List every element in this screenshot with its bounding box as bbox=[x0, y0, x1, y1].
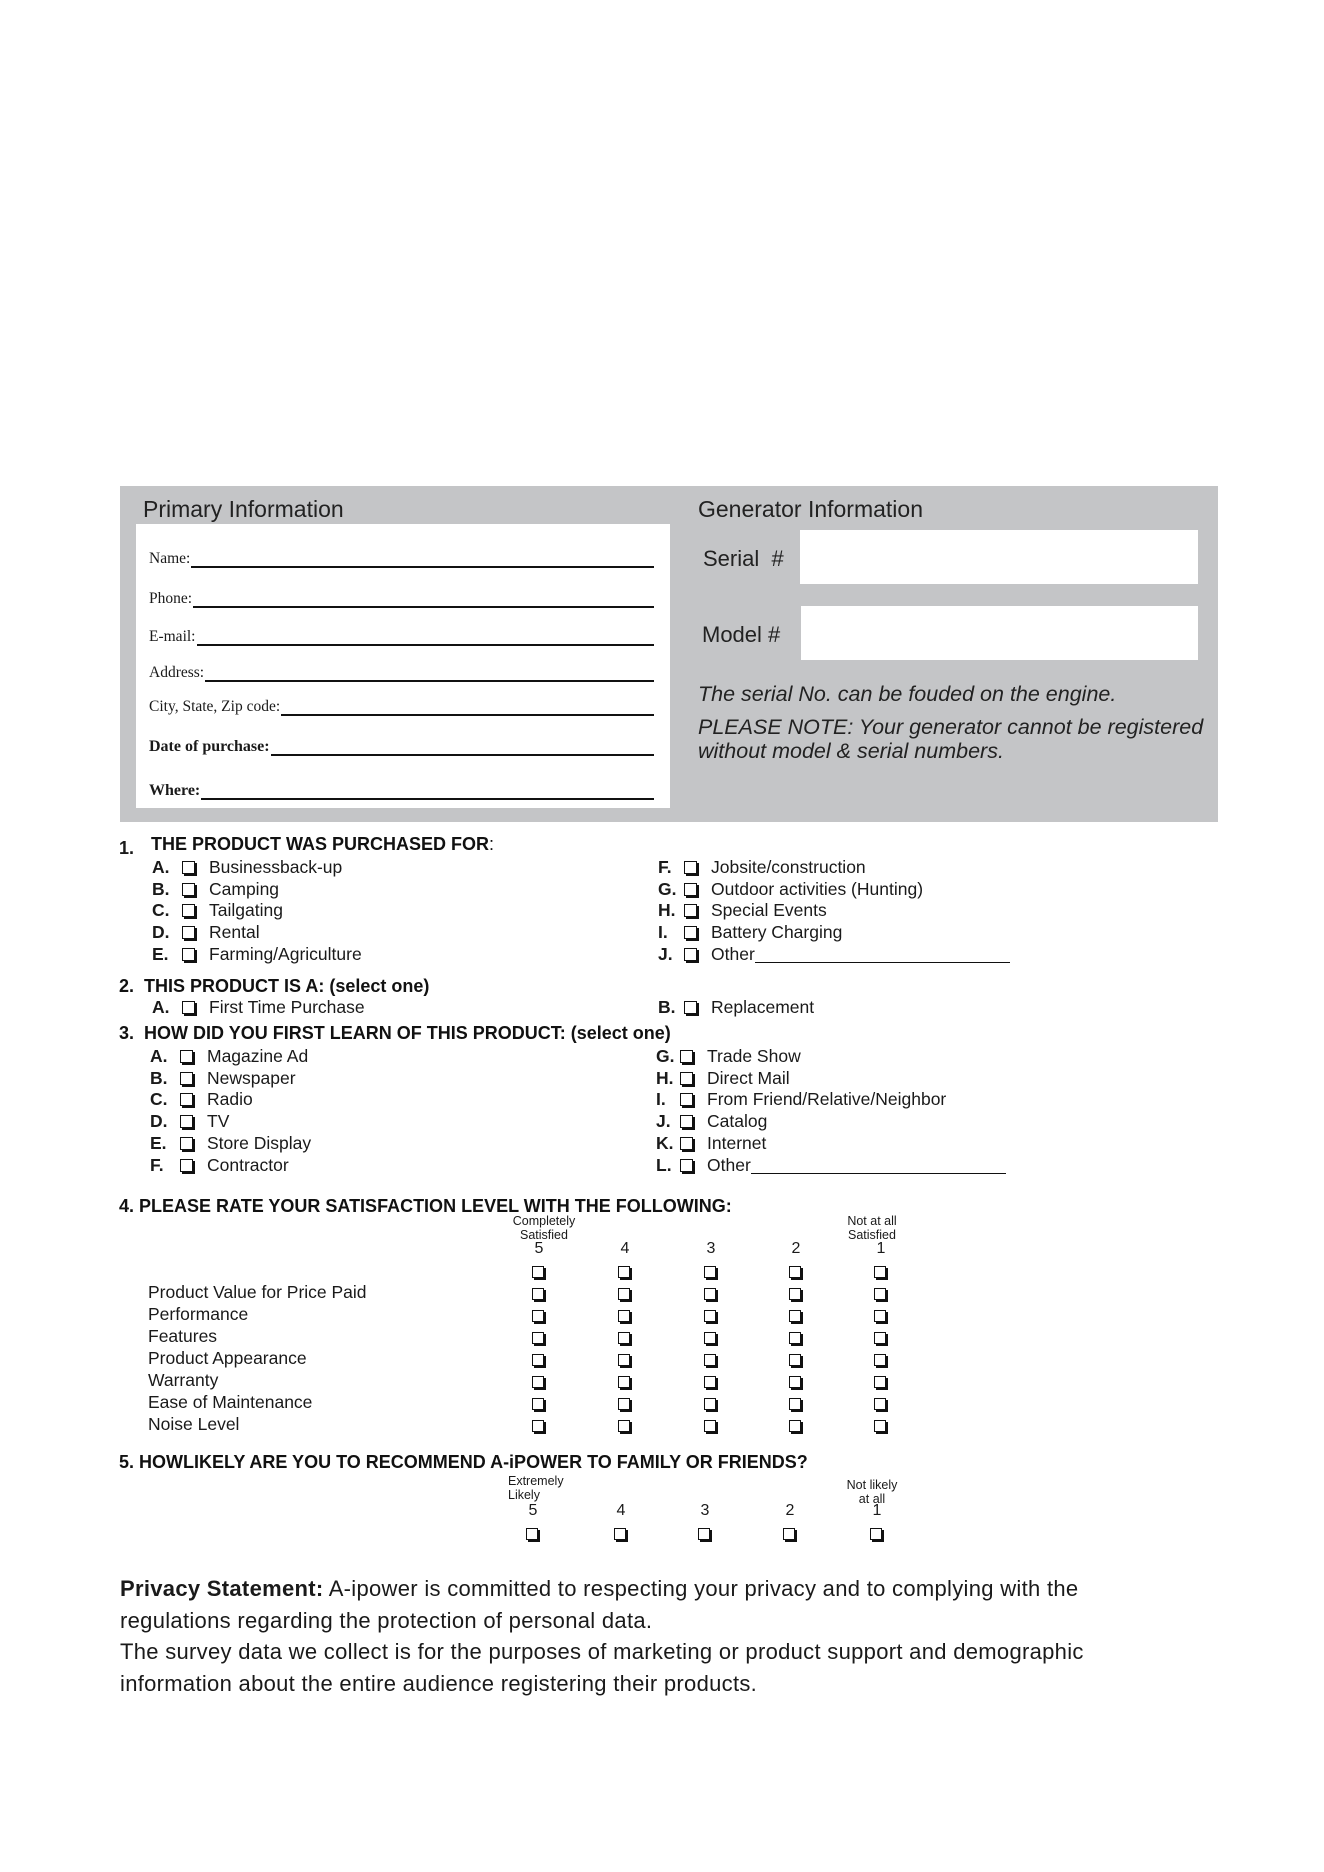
privacy-statement bbox=[120, 1573, 1230, 1699]
q3-option-f[interactable] bbox=[150, 1155, 289, 1176]
q2-number: 2. bbox=[119, 976, 135, 996]
serial-input[interactable] bbox=[800, 530, 1198, 584]
q3-option-d[interactable] bbox=[150, 1111, 229, 1132]
q4-row-label: Features bbox=[148, 1326, 218, 1346]
q5-scale-number: 5 bbox=[528, 1502, 538, 1519]
q4-header-checkbox[interactable] bbox=[789, 1266, 801, 1278]
phone-field[interactable] bbox=[149, 590, 654, 608]
q1-option-label: Farming/Agriculture bbox=[209, 944, 362, 964]
q5-high-label bbox=[508, 1474, 588, 1502]
q3-title-text: HOW DID YOU FIRST LEARN OF THIS PRODUCT bbox=[144, 1023, 560, 1043]
q3-option-label: TV bbox=[207, 1111, 230, 1131]
q1-option-label: Rental bbox=[209, 922, 260, 942]
q4-rating-checkbox[interactable] bbox=[789, 1376, 801, 1388]
q4-high-label bbox=[502, 1214, 586, 1242]
city-state-zip-label: City, State, Zip code: bbox=[149, 698, 281, 715]
q1-option-letter: J. bbox=[658, 944, 673, 964]
q3-option-e[interactable] bbox=[150, 1133, 311, 1154]
q3-other-input[interactable] bbox=[751, 1157, 1006, 1174]
checkbox[interactable] bbox=[680, 1050, 693, 1063]
q4-rating-checkbox[interactable] bbox=[532, 1354, 544, 1366]
q4-header-checkbox[interactable] bbox=[532, 1266, 544, 1278]
q4-number: 4. bbox=[119, 1196, 135, 1216]
q3-option-label: Internet bbox=[707, 1133, 767, 1153]
checkbox[interactable] bbox=[180, 1050, 193, 1063]
q1-option-e[interactable] bbox=[152, 944, 362, 965]
q1-option-d[interactable] bbox=[152, 922, 260, 943]
q4-rating-checkbox[interactable] bbox=[704, 1288, 716, 1300]
q2-option-b[interactable] bbox=[658, 997, 814, 1018]
q1-option-letter: E. bbox=[152, 944, 169, 964]
q4-rating-checkbox[interactable] bbox=[532, 1420, 544, 1432]
q3-option-a[interactable] bbox=[150, 1046, 308, 1067]
q4-rating-checkbox[interactable] bbox=[874, 1354, 886, 1366]
q1-option-label: Camping bbox=[209, 879, 280, 899]
q4-low-label-line1: Not at all bbox=[847, 1214, 897, 1228]
q5-number: 5. bbox=[119, 1452, 135, 1472]
name-label: Name: bbox=[149, 550, 191, 567]
q3-option-label: Radio bbox=[207, 1089, 253, 1109]
date-of-purchase-label: Date of purchase: bbox=[149, 738, 270, 755]
city-state-zip-line[interactable] bbox=[281, 700, 654, 716]
email-field[interactable] bbox=[149, 628, 654, 646]
q1-option-b[interactable] bbox=[152, 879, 279, 900]
q3-option-letter: F. bbox=[150, 1155, 164, 1175]
q4-rating-checkbox[interactable] bbox=[704, 1420, 716, 1432]
q3-option-h[interactable] bbox=[656, 1068, 790, 1089]
q5-low-label-line1: Not likely bbox=[846, 1478, 898, 1492]
q3-number: 3. bbox=[119, 1023, 135, 1043]
q3-option-label: Contractor bbox=[207, 1155, 289, 1175]
city-state-zip-field[interactable] bbox=[149, 698, 654, 716]
q1-other-input[interactable] bbox=[755, 946, 1010, 963]
q3-option-label: Newspaper bbox=[207, 1068, 296, 1088]
q1-option-c[interactable] bbox=[152, 900, 283, 921]
q2-option-label: Replacement bbox=[711, 997, 815, 1017]
q2-title bbox=[119, 976, 429, 997]
q4-rating-checkbox[interactable] bbox=[789, 1420, 801, 1432]
q1-option-label: Jobsite/construction bbox=[711, 857, 866, 877]
q3-option-letter: D. bbox=[150, 1111, 168, 1131]
q3-option-letter: B. bbox=[150, 1068, 168, 1088]
q4-rating-checkbox[interactable] bbox=[789, 1310, 801, 1322]
q1-title-text: THE PRODUCT WAS PURCHASED FOR bbox=[151, 834, 490, 854]
privacy-line3: The survey data we collect is for the purposes of marketing or product support and demographic bbox=[120, 1639, 1084, 1664]
q5-rating-checkbox[interactable] bbox=[614, 1528, 626, 1540]
q4-title bbox=[119, 1196, 732, 1217]
q4-rating-checkbox[interactable] bbox=[789, 1332, 801, 1344]
q4-rating-checkbox[interactable] bbox=[874, 1310, 886, 1322]
q2-title-suffix: : (select one) bbox=[318, 976, 430, 996]
checkbox[interactable] bbox=[180, 1137, 193, 1150]
q1-option-label: Tailgating bbox=[209, 900, 283, 920]
checkbox[interactable] bbox=[684, 926, 697, 939]
checkbox[interactable] bbox=[680, 1093, 693, 1106]
q4-scale-number: 2 bbox=[791, 1240, 801, 1257]
privacy-line1: A-ipower is committed to respecting your privacy and to complying with the bbox=[323, 1576, 1079, 1601]
primary-information-panel bbox=[136, 524, 670, 808]
q5-rating-checkbox[interactable] bbox=[870, 1528, 882, 1540]
q5-scale-number: 4 bbox=[616, 1502, 626, 1519]
q3-option-label: Magazine Ad bbox=[207, 1046, 309, 1066]
q1-option-a[interactable] bbox=[152, 857, 342, 878]
checkbox[interactable] bbox=[680, 1137, 693, 1150]
q3-option-letter: E. bbox=[150, 1133, 167, 1153]
registration-note bbox=[698, 715, 1203, 740]
please-note-label: PLEASE NOTE bbox=[698, 715, 848, 739]
q1-option-letter: B. bbox=[152, 879, 170, 899]
q5-scale-number: 2 bbox=[785, 1502, 795, 1519]
serial-location-note: The serial No. can be fouded on the engine. bbox=[698, 682, 1117, 706]
address-line[interactable] bbox=[205, 666, 654, 682]
q4-scale-number: 5 bbox=[534, 1240, 544, 1257]
checkbox[interactable] bbox=[180, 1093, 193, 1106]
q4-rating-checkbox[interactable] bbox=[789, 1288, 801, 1300]
q3-option-i[interactable] bbox=[656, 1089, 946, 1110]
q3-option-label: Direct Mail bbox=[707, 1068, 790, 1088]
q4-rating-checkbox[interactable] bbox=[874, 1332, 886, 1344]
q5-rating-checkbox[interactable] bbox=[698, 1528, 710, 1540]
date-of-purchase-line[interactable] bbox=[271, 740, 654, 756]
checkbox[interactable] bbox=[182, 861, 195, 874]
q3-option-k[interactable] bbox=[656, 1133, 766, 1154]
checkbox[interactable] bbox=[182, 883, 195, 896]
q5-low-label-line2: at all bbox=[858, 1492, 886, 1506]
name-line[interactable] bbox=[191, 552, 654, 568]
checkbox[interactable] bbox=[680, 1115, 693, 1128]
q3-option-letter: K. bbox=[656, 1133, 674, 1153]
q4-rating-checkbox[interactable] bbox=[532, 1376, 544, 1388]
checkbox[interactable] bbox=[684, 883, 697, 896]
q5-rating-checkbox[interactable] bbox=[783, 1528, 795, 1540]
q3-option-label: Other bbox=[707, 1155, 751, 1175]
q4-rating-checkbox[interactable] bbox=[618, 1420, 630, 1432]
q4-title-text: PLEASE RATE YOUR SATISFACTION LEVEL WITH THE FOLLOWING: bbox=[139, 1196, 732, 1216]
q3-title-suffix: : (select one) bbox=[559, 1023, 671, 1043]
q1-option-label: Special Events bbox=[711, 900, 827, 920]
checkbox[interactable] bbox=[182, 904, 195, 917]
q4-rating-checkbox[interactable] bbox=[874, 1288, 886, 1300]
q4-rating-checkbox[interactable] bbox=[618, 1332, 630, 1344]
q4-low-label bbox=[832, 1214, 912, 1242]
q1-option-letter: A. bbox=[152, 857, 170, 877]
q1-option-letter: H. bbox=[658, 900, 676, 920]
primary-information-title: Primary Information bbox=[143, 496, 344, 522]
q1-option-h[interactable] bbox=[658, 900, 827, 921]
q1-option-g[interactable] bbox=[658, 879, 923, 900]
q2-title-text: THIS PRODUCT IS A bbox=[144, 976, 319, 996]
q3-option-l[interactable] bbox=[656, 1155, 1006, 1176]
q1-option-label: Outdoor activities (Hunting) bbox=[711, 879, 924, 899]
q3-option-j[interactable] bbox=[656, 1111, 767, 1132]
checkbox[interactable] bbox=[180, 1072, 193, 1085]
q5-scale-number: 1 bbox=[872, 1502, 882, 1519]
q5-rating-checkbox[interactable] bbox=[526, 1528, 538, 1540]
q2-option-label: First Time Purchase bbox=[209, 997, 365, 1017]
q4-rating-checkbox[interactable] bbox=[532, 1332, 544, 1344]
q4-rating-checkbox[interactable] bbox=[532, 1398, 544, 1410]
q3-option-letter: I. bbox=[656, 1089, 666, 1109]
where-field[interactable] bbox=[149, 782, 654, 800]
q4-high-label-line1: Completely bbox=[512, 1214, 576, 1228]
model-input[interactable] bbox=[801, 606, 1198, 660]
q1-option-letter: F. bbox=[658, 857, 672, 877]
checkbox[interactable] bbox=[684, 1001, 697, 1014]
q5-scale-number: 3 bbox=[700, 1502, 710, 1519]
email-line[interactable] bbox=[197, 630, 655, 646]
privacy-line4: information about the entire audience registering their products. bbox=[120, 1670, 758, 1696]
q1-option-letter: I. bbox=[658, 922, 668, 942]
checkbox[interactable] bbox=[684, 861, 697, 874]
q1-option-letter: G. bbox=[658, 879, 677, 899]
q1-option-letter: D. bbox=[152, 922, 170, 942]
q4-high-label-line2: Satisfied bbox=[520, 1228, 568, 1242]
q3-option-letter: J. bbox=[656, 1111, 671, 1131]
q1-title-colon: : bbox=[489, 834, 495, 854]
q4-rating-checkbox[interactable] bbox=[618, 1354, 630, 1366]
q4-scale-number: 3 bbox=[706, 1240, 716, 1257]
q3-option-g[interactable] bbox=[656, 1046, 801, 1067]
q4-header-checkbox[interactable] bbox=[704, 1266, 716, 1278]
q1-title bbox=[151, 834, 494, 855]
q4-rating-checkbox[interactable] bbox=[789, 1398, 801, 1410]
q2-option-letter: A. bbox=[152, 997, 170, 1017]
q1-option-i[interactable] bbox=[658, 922, 842, 943]
q2-option-a[interactable] bbox=[152, 997, 365, 1018]
q4-row-label: Product Value for Price Paid bbox=[148, 1282, 367, 1302]
privacy-heading: Privacy Statement: bbox=[120, 1576, 324, 1601]
q3-title bbox=[119, 1023, 671, 1044]
q4-scale-number: 1 bbox=[876, 1240, 886, 1257]
q4-row-label: Ease of Maintenance bbox=[148, 1392, 313, 1412]
q4-rating-checkbox[interactable] bbox=[704, 1376, 716, 1388]
checkbox[interactable] bbox=[180, 1115, 193, 1128]
name-field[interactable] bbox=[149, 550, 654, 568]
where-line[interactable] bbox=[201, 784, 654, 800]
q1-option-f[interactable] bbox=[658, 857, 866, 878]
q3-option-letter: A. bbox=[150, 1046, 168, 1066]
q1-option-label: Other bbox=[711, 944, 755, 964]
q4-row-label: Performance bbox=[148, 1304, 249, 1324]
q4-rating-checkbox[interactable] bbox=[704, 1332, 716, 1344]
q1-option-label: Battery Charging bbox=[711, 922, 843, 942]
checkbox[interactable] bbox=[182, 948, 195, 961]
q5-high-label-line2: Likely bbox=[508, 1488, 540, 1502]
phone-line[interactable] bbox=[193, 592, 654, 608]
q1-number: 1. bbox=[119, 838, 135, 858]
q4-rating-checkbox[interactable] bbox=[532, 1288, 544, 1300]
q1-option-j[interactable] bbox=[658, 944, 1010, 965]
address-label: Address: bbox=[149, 664, 205, 681]
generator-information-title: Generator Information bbox=[698, 496, 924, 522]
q1-option-label: Businessback-up bbox=[209, 857, 343, 877]
q4-scale-number: 4 bbox=[620, 1240, 630, 1257]
q4-rating-checkbox[interactable] bbox=[618, 1376, 630, 1388]
registration-note-line2: without model & serial numbers. bbox=[698, 739, 1004, 763]
q3-option-label: Catalog bbox=[707, 1111, 768, 1131]
q4-rating-checkbox[interactable] bbox=[618, 1310, 630, 1322]
checkbox[interactable] bbox=[684, 948, 697, 961]
where-label: Where: bbox=[149, 782, 201, 799]
q3-option-letter: L. bbox=[656, 1155, 672, 1175]
q4-row-label: Warranty bbox=[148, 1370, 219, 1390]
q4-rating-checkbox[interactable] bbox=[704, 1398, 716, 1410]
date-of-purchase-field[interactable] bbox=[149, 738, 654, 756]
address-field[interactable] bbox=[149, 664, 654, 682]
checkbox[interactable] bbox=[680, 1072, 693, 1085]
q4-rating-checkbox[interactable] bbox=[532, 1310, 544, 1322]
serial-label: Serial # bbox=[703, 546, 784, 571]
q4-rating-checkbox[interactable] bbox=[874, 1398, 886, 1410]
q4-header-checkbox[interactable] bbox=[618, 1266, 630, 1278]
q4-rating-checkbox[interactable] bbox=[618, 1288, 630, 1300]
email-label: E-mail: bbox=[149, 628, 196, 645]
privacy-line2: regulations regarding the protection of personal data. bbox=[120, 1607, 653, 1633]
q3-option-c[interactable] bbox=[150, 1089, 253, 1110]
information-box bbox=[120, 486, 1218, 822]
q5-title bbox=[119, 1452, 808, 1473]
q4-rating-checkbox[interactable] bbox=[874, 1376, 886, 1388]
q2-option-letter: B. bbox=[658, 997, 676, 1017]
q3-option-letter: G. bbox=[656, 1046, 675, 1066]
q5-high-label-line1: Extremely bbox=[508, 1474, 564, 1488]
phone-label: Phone: bbox=[149, 590, 193, 607]
q1-option-letter: C. bbox=[152, 900, 170, 920]
q4-header-checkbox[interactable] bbox=[874, 1266, 886, 1278]
q4-rating-checkbox[interactable] bbox=[618, 1398, 630, 1410]
q4-row-label: Product Appearance bbox=[148, 1348, 307, 1368]
checkbox[interactable] bbox=[680, 1159, 693, 1172]
q4-rating-checkbox[interactable] bbox=[789, 1354, 801, 1366]
q5-title-text: HOWLIKELY ARE YOU TO RECOMMEND A-iPOWER TO FAMILY OR FRIENDS? bbox=[139, 1452, 808, 1472]
q4-row-label: Noise Level bbox=[148, 1414, 240, 1434]
checkbox[interactable] bbox=[182, 926, 195, 939]
q3-option-label: Trade Show bbox=[707, 1046, 801, 1066]
q3-option-label: From Friend/Relative/Neighbor bbox=[707, 1089, 947, 1109]
q3-option-label: Store Display bbox=[207, 1133, 312, 1153]
q3-option-letter: H. bbox=[656, 1068, 674, 1088]
please-note-text: : Your generator cannot be registered bbox=[847, 715, 1204, 739]
model-label: Model # bbox=[702, 622, 781, 647]
q4-rating-checkbox[interactable] bbox=[704, 1310, 716, 1322]
checkbox[interactable] bbox=[684, 904, 697, 917]
q4-low-label-line2: Satisfied bbox=[848, 1228, 896, 1242]
q3-option-letter: C. bbox=[150, 1089, 168, 1109]
q4-rating-checkbox[interactable] bbox=[874, 1420, 886, 1432]
checkbox[interactable] bbox=[180, 1159, 193, 1172]
q3-option-b[interactable] bbox=[150, 1068, 296, 1089]
q4-rating-checkbox[interactable] bbox=[704, 1354, 716, 1366]
checkbox[interactable] bbox=[182, 1001, 195, 1014]
